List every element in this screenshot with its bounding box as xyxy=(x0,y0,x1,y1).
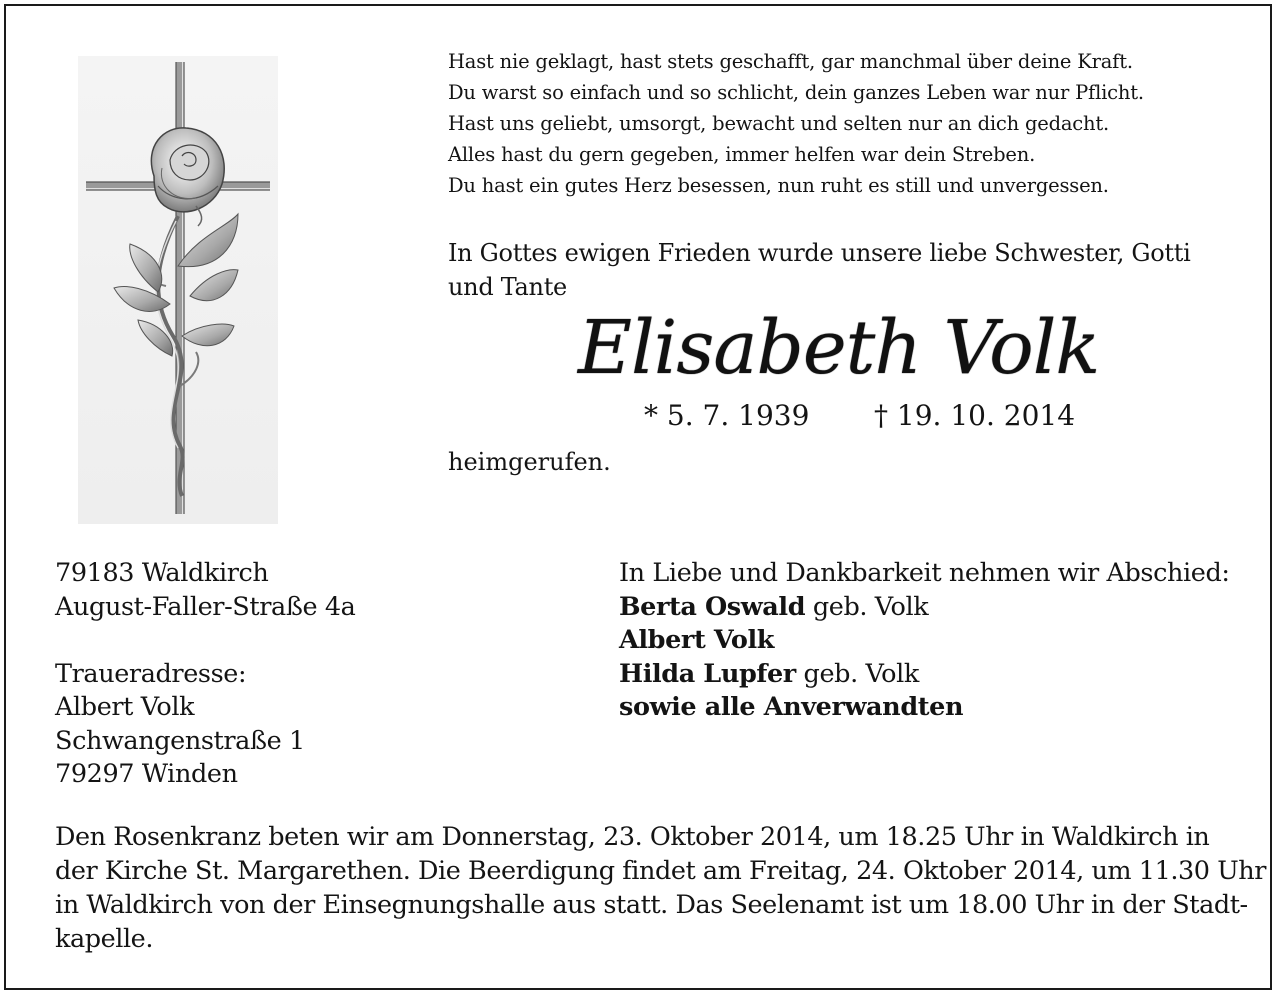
mourner-suffix: geb. Volk xyxy=(805,591,929,622)
mourning-address-line: Schwangenstraße 1 xyxy=(55,725,305,756)
service-information xyxy=(55,820,1266,956)
death-date: † 19. 10. 2014 xyxy=(874,399,1076,432)
poem xyxy=(448,46,1248,201)
service-line: der Kirche St. Margarethen. Die Beerdigung findet am Freitag, 24. Oktober 2014, um 11.30 Uhr xyxy=(55,856,1266,886)
service-line: Den Rosenkranz beten wir am Donnerstag, 23. Oktober 2014, um 18.25 Uhr in Waldkirch in xyxy=(55,822,1210,852)
poem-line: Du hast ein gutes Herz besessen, nun ruht es still und unvergessen. xyxy=(448,174,1109,197)
birth-date: * 5. 7. 1939 xyxy=(644,399,810,432)
mourner-name: Berta Oswald xyxy=(619,591,806,622)
poem-line: Hast nie geklagt, hast stets geschafft, gar manchmal über deine Kraft. xyxy=(448,50,1133,73)
poem-line: Alles hast du gern gegeben, immer helfen war dein Streben. xyxy=(448,143,1036,166)
service-line: kapelle. xyxy=(55,924,153,954)
mourner-entry xyxy=(619,624,1259,658)
mourner-suffix: geb. Volk xyxy=(795,658,919,689)
intro-line: In Gottes ewigen Frieden wurde unsere liebe Schwester, Gotti xyxy=(448,239,1191,267)
mourner-entry xyxy=(619,691,1259,725)
poem-line: Hast uns geliebt, umsorgt, bewacht und selten nur an dich gedacht. xyxy=(448,112,1110,135)
home-address-line: August-Faller-Straße 4a xyxy=(55,591,356,622)
mourner-name: Hilda Lupfer xyxy=(619,658,796,689)
home-address-line: 79183 Waldkirch xyxy=(55,558,269,588)
farewell-heading: In Liebe und Dankbarkeit nehmen wir Abschied: xyxy=(619,558,1230,588)
mourner-name: sowie alle Anverwandten xyxy=(619,692,964,722)
mourning-address-line: 79297 Winden xyxy=(55,759,238,789)
mourner-name: Albert Volk xyxy=(619,625,775,655)
announcement-intro xyxy=(448,236,1238,304)
farewell-block xyxy=(619,557,1259,725)
called-home-text: heimgerufen. xyxy=(448,448,611,476)
address-block xyxy=(55,557,475,792)
mourning-address-label: Traueradresse: xyxy=(55,658,247,689)
deceased-name: Elisabeth Volk xyxy=(578,305,1100,391)
mourning-address-line: Albert Volk xyxy=(55,692,195,722)
mourner-entry xyxy=(619,591,1259,625)
spacer xyxy=(55,624,475,658)
service-line: in Waldkirch von der Einsegnungshalle aus statt. Das Seelenamt ist um 18.00 Uhr in der Stadt- xyxy=(55,890,1248,920)
intro-line: und Tante xyxy=(448,273,567,301)
mourner-entry xyxy=(619,658,1259,692)
cross-with-rose-icon xyxy=(78,56,278,524)
poem-line: Du warst so einfach und so schlicht, dein ganzes Leben war nur Pflicht. xyxy=(448,81,1144,104)
